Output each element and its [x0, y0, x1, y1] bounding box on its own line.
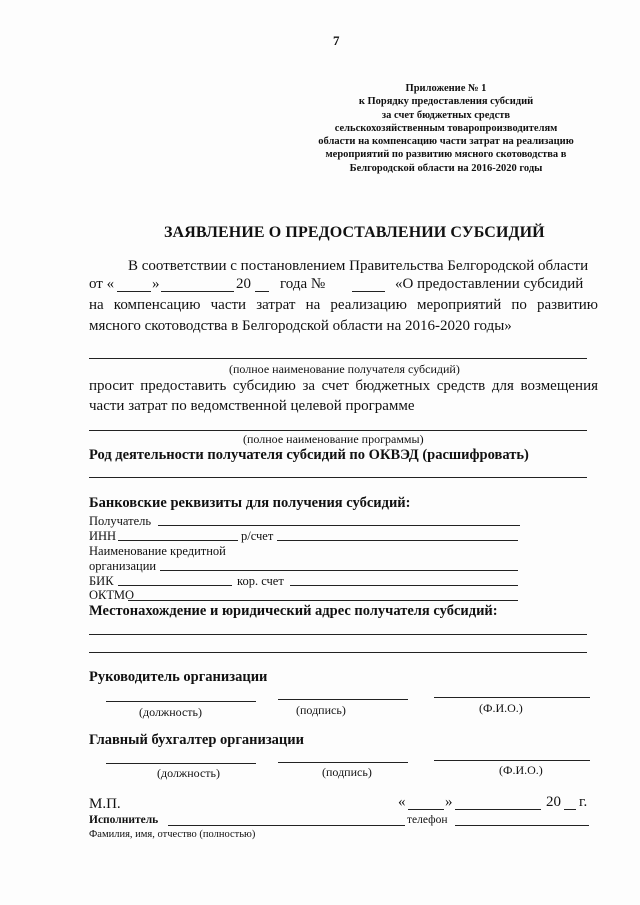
bank-recipient-field[interactable]	[158, 525, 520, 526]
activity-heading: Род деятельности получателя субсидий по ОКВЭД (расшифровать)	[89, 447, 529, 463]
day-field[interactable]	[117, 291, 151, 292]
intro-line-3: на компенсацию части затрат на реализацию мероприятий по развитию	[89, 297, 598, 313]
executor-caption: Фамилия, имя, отчество (полностью)	[89, 829, 256, 840]
head-position-field[interactable]	[106, 701, 256, 702]
intro-line-1: В соответствии с постановлением Правительства Белгородской области	[128, 258, 589, 274]
date-year-field[interactable]	[564, 809, 576, 810]
accountant-signature-caption: (подпись)	[322, 765, 372, 779]
head-signature-caption: (подпись)	[296, 703, 346, 717]
accountant-heading: Главный бухгалтер организации	[89, 732, 305, 748]
oktmo-field[interactable]	[128, 600, 518, 601]
corr-account-label: кор. счет	[237, 574, 284, 588]
inn-label: ИНН	[89, 529, 117, 543]
appendix-line: Белгородской области на 2016-2020 годы	[349, 162, 543, 174]
recipient-caption: (полное наименование получателя субсидий)	[229, 362, 460, 376]
appendix-line: сельскохозяйственным товаропроизводителям	[334, 122, 558, 134]
accountant-signature-field[interactable]	[278, 762, 408, 763]
bik-field[interactable]	[118, 585, 232, 586]
executor-field[interactable]	[168, 825, 405, 826]
date-year-suffix: г.	[579, 794, 588, 810]
corr-account-field[interactable]	[290, 585, 518, 586]
accountant-position-caption: (должность)	[157, 766, 220, 780]
page-number: 7	[333, 33, 340, 48]
account-field[interactable]	[277, 540, 518, 541]
intro-decree-title: «О предоставлении субсидий	[395, 276, 584, 292]
intro-year: 20	[236, 276, 251, 292]
year-field[interactable]	[255, 291, 269, 292]
account-label: р/счет	[241, 529, 274, 543]
date-close-quote: »	[445, 794, 453, 810]
head-name-caption: (Ф.И.О.)	[479, 701, 523, 715]
stamp-placeholder: М.П.	[89, 796, 121, 812]
bank-recipient-label: Получатель	[89, 514, 152, 528]
appendix-header	[290, 82, 602, 175]
activity-field[interactable]	[89, 477, 587, 478]
date-open-quote: «	[398, 794, 406, 810]
credit-org-label-2: организации	[89, 559, 157, 573]
intro-quote-close: »	[152, 276, 160, 292]
date-month-field[interactable]	[455, 809, 541, 810]
credit-org-label-1: Наименование кредитной	[89, 544, 226, 558]
document-title: ЗАЯВЛЕНИЕ О ПРЕДОСТАВЛЕНИИ СУБСИДИЙ	[164, 224, 545, 241]
phone-label: телефон	[407, 814, 448, 826]
request-line-1: просит предоставить субсидию за счет бюджетных средств для возмещения	[89, 378, 598, 394]
head-name-field[interactable]	[434, 697, 590, 698]
decree-number-field[interactable]	[352, 291, 385, 292]
recipient-name-field[interactable]	[89, 358, 587, 359]
program-caption: (полное наименование программы)	[243, 432, 424, 446]
bik-label: БИК	[89, 574, 114, 588]
program-name-field[interactable]	[89, 430, 587, 431]
accountant-position-field[interactable]	[106, 763, 256, 764]
date-year: 20	[546, 794, 561, 810]
head-signature-field[interactable]	[278, 699, 408, 700]
executor-label: Исполнитель	[89, 814, 159, 826]
appendix-line: области на компенсацию части затрат на реализацию	[318, 136, 574, 148]
head-heading: Руководитель организации	[89, 669, 268, 685]
appendix-line: мероприятий по развитию мясного скотоводства в	[325, 149, 567, 161]
phone-field[interactable]	[455, 825, 589, 826]
appendix-line: за счет бюджетных средств	[381, 109, 511, 121]
address-field-2[interactable]	[89, 652, 587, 653]
accountant-name-caption: (Ф.И.О.)	[499, 763, 543, 777]
appendix-line: к Порядку предоставления субсидий	[358, 96, 534, 108]
intro-year-word: года №	[280, 276, 326, 292]
address-field-1[interactable]	[89, 634, 587, 635]
appendix-line: Приложение № 1	[405, 83, 487, 94]
intro-line-4: мясного скотоводства в Белгородской области на 2016-2020 годы»	[89, 318, 512, 334]
bank-heading: Банковские реквизиты для получения субсидий:	[89, 495, 411, 511]
credit-org-field[interactable]	[160, 570, 518, 571]
oktmo-label: ОКТМО	[89, 588, 134, 602]
request-line-2: части затрат по ведомственной целевой программе	[89, 398, 415, 414]
intro-from: от «	[89, 276, 115, 292]
date-day-field[interactable]	[408, 809, 444, 810]
month-field[interactable]	[161, 291, 234, 292]
head-position-caption: (должность)	[139, 705, 202, 719]
inn-field[interactable]	[118, 540, 238, 541]
accountant-name-field[interactable]	[434, 760, 590, 761]
address-heading: Местонахождение и юридический адрес получателя субсидий:	[89, 603, 498, 619]
